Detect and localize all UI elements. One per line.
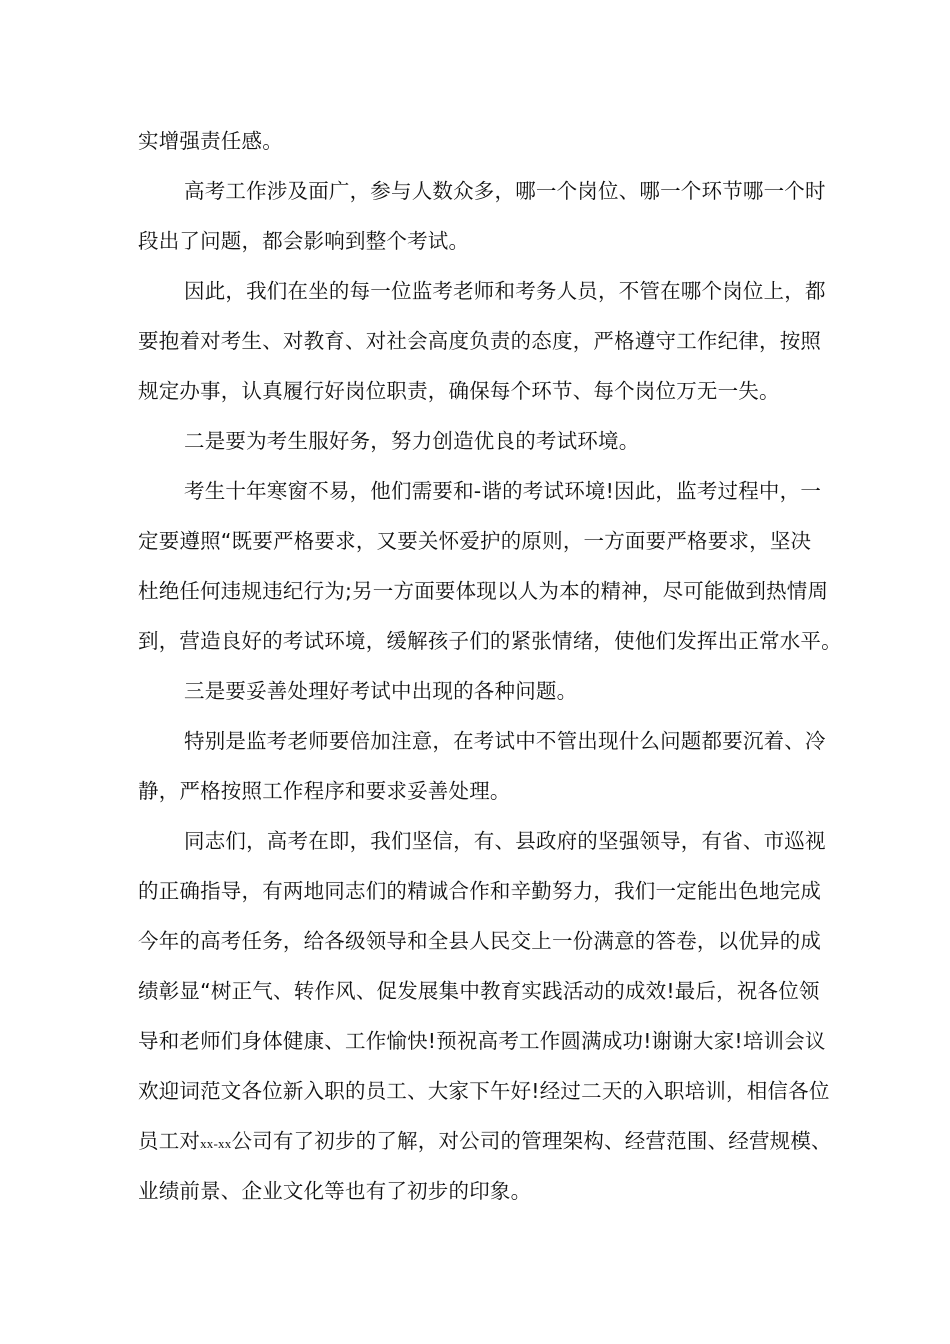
paragraph-first-line: 高考工作涉及面广，参与人数众多，哪一个岗位、哪一个环节哪一个时 — [184, 179, 826, 203]
company-placeholder: xx-xx — [200, 1136, 232, 1151]
text-line: 欢迎词范文各位新入职的员工、大家下午好!经过二天的入职培训，相信各位 — [138, 1079, 830, 1103]
text-line: 实增强责任感。 — [138, 129, 283, 153]
paragraph-first-line: 三是要妥善处理好考试中出现的各种问题。 — [184, 679, 578, 703]
text-line: 规定办事，认真履行好岗位职责，确保每个环节、每个岗位万无一失。 — [138, 379, 780, 403]
text-line: 导和老师们身体健康、工作愉快!预祝高考工作圆满成功!谢谢大家!培训会议 — [138, 1029, 826, 1053]
text-line — [138, 1127, 832, 1158]
text-segment: 员工对 — [138, 1129, 201, 1153]
text-line: 静，严格按照工作程序和要求妥善处理。 — [138, 779, 511, 803]
text-line: 杜绝任何违规违纪行为;另一方面要体现以人为本的精神，尽可能做到热情周 — [138, 579, 829, 603]
paragraph-first-line: 考生十年寒窗不易，他们需要和-谐的考试环境!因此，监考过程中，一 — [184, 479, 822, 503]
text-line: 的正确指导，有两地同志们的精诚合作和辛勤努力，我们一定能出色地完成 — [138, 879, 822, 903]
text-line: 业绩前景、企业文化等也有了初步的印象。 — [138, 1179, 532, 1203]
text-line: 要抱着对考生、对教育、对社会高度负责的态度，严格遵守工作纪律，按照 — [138, 329, 822, 353]
text-line: 定要遵照“既要严格要求，又要关怀爱护的原则，一方面要严格要求，坚决 — [138, 529, 812, 553]
text-segment: 公司有了初步的了解，对公司的管理架构、经营范围、经营规模、 — [231, 1129, 832, 1153]
text-line: 段出了问题，都会影响到整个考试。 — [138, 229, 470, 253]
paragraph-first-line: 同志们，高考在即，我们坚信，有、县政府的坚强领导，有省、市巡视 — [184, 829, 826, 853]
paragraph-first-line: 二是要为考生服好务，努力创造优良的考试环境。 — [184, 429, 640, 453]
text-line: 到，营造良好的考试环境，缓解孩子们的紧张情绪，使他们发挥出正常水平。 — [138, 629, 842, 653]
text-line: 绩彰显“树正气、转作风、促发展集中教育实践活动的成效!最后，祝各位领 — [138, 979, 820, 1003]
text-line: 今年的高考任务，给各级领导和全县人民交上一份满意的答卷，以优异的成 — [138, 929, 822, 953]
paragraph-first-line: 因此，我们在坐的每一位监考老师和考务人员，不管在哪个岗位上，都 — [184, 279, 826, 303]
paragraph-first-line: 特别是监考老师要倍加注意，在考试中不管出现什么问题都要沉着、冷 — [184, 729, 826, 753]
